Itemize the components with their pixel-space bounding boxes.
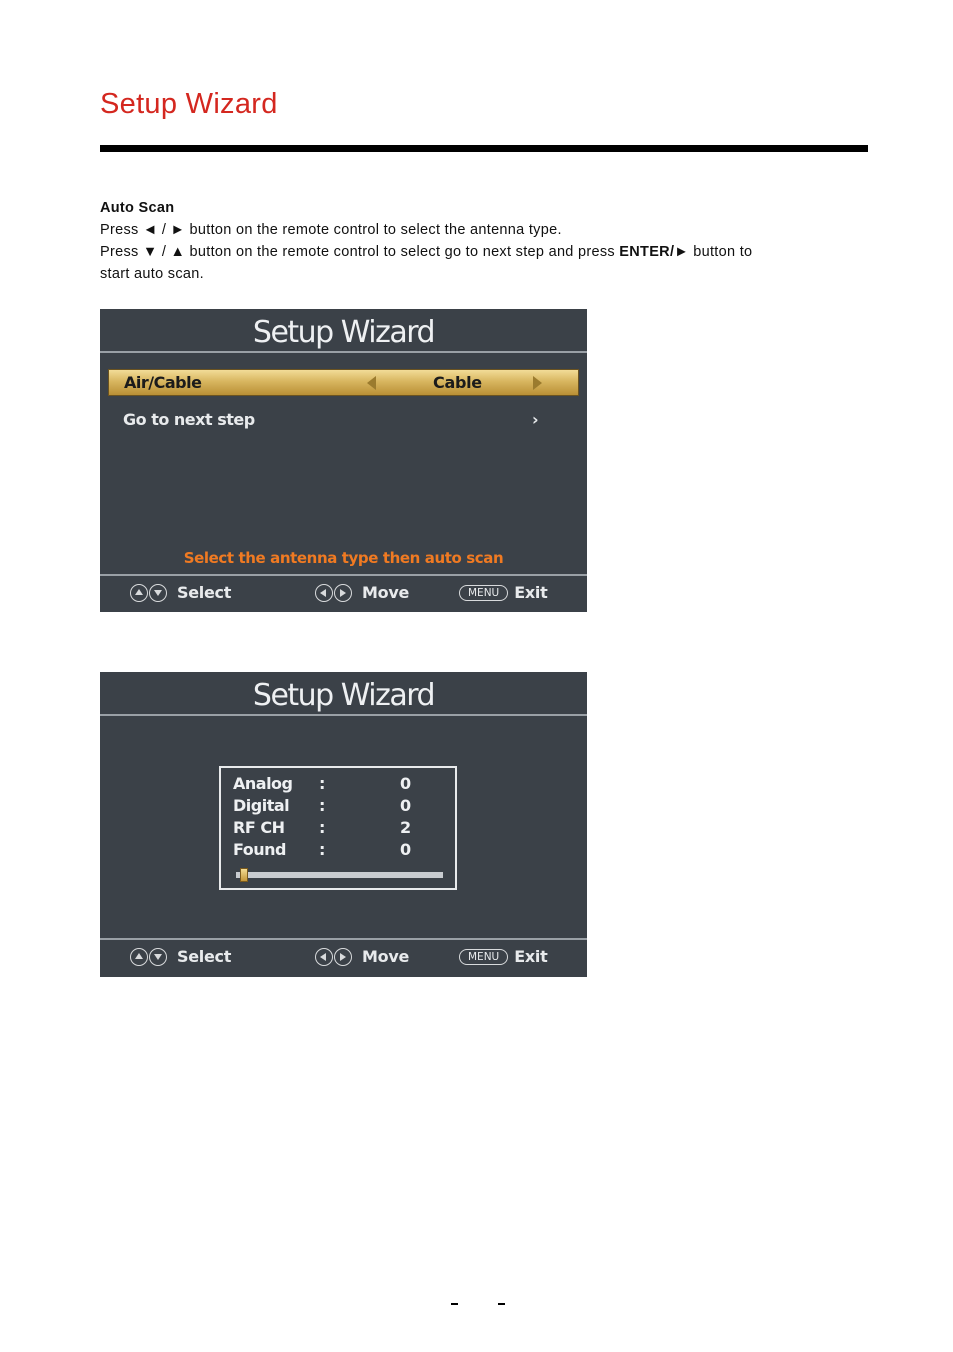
- scan-progress-bar: [236, 872, 443, 878]
- footer-divider: [100, 938, 587, 940]
- scan-key: Digital: [233, 796, 290, 815]
- menu-key-icon: MENU: [459, 949, 508, 965]
- title-divider: [100, 351, 587, 353]
- scan-row-digital: [233, 796, 433, 818]
- page-mark-left: [451, 1303, 458, 1305]
- air-cable-label: Air/Cable: [124, 373, 202, 392]
- arrow-left-icon[interactable]: [367, 376, 376, 390]
- scan-key: Found: [233, 840, 287, 859]
- chevron-right-icon: ›: [532, 410, 539, 429]
- exit-label: Exit: [514, 947, 548, 966]
- next-step-label: Go to next step: [123, 410, 255, 429]
- hint-text: Select the antenna type then auto scan: [183, 549, 504, 567]
- scan-sep: :: [319, 818, 325, 837]
- air-cable-value: Cable: [433, 373, 482, 392]
- select-label: Select: [177, 947, 232, 966]
- right-arrow-icon: [334, 948, 352, 966]
- scan-row-rf-ch: [233, 818, 433, 840]
- scan-sep: :: [319, 840, 325, 859]
- arrow-right-icon[interactable]: [533, 376, 542, 390]
- select-label: Select: [177, 583, 232, 602]
- down-arrow-icon: [149, 948, 167, 966]
- up-arrow-icon: [130, 948, 148, 966]
- instruction-line-2-text: Press ▼ / ▲ button on the remote control to select go to next step and press: [100, 244, 620, 260]
- scan-value: 0: [400, 774, 411, 793]
- setup-wizard-screen-scan: [100, 672, 587, 977]
- page-mark-right: [498, 1303, 505, 1305]
- scan-sep: :: [319, 774, 325, 793]
- title-rule: [100, 145, 868, 152]
- title-divider: [100, 714, 587, 716]
- exit-label: Exit: [514, 583, 548, 602]
- instruction-line-1: Press ◄ / ► button on the remote control to select the antenna type.: [100, 222, 562, 238]
- footer-move: [315, 947, 409, 966]
- left-arrow-icon: [315, 948, 333, 966]
- footer-move: [315, 583, 409, 602]
- instruction-line-3: start auto scan.: [100, 266, 204, 282]
- footer-exit: [459, 583, 547, 602]
- scan-row-found: [233, 840, 433, 862]
- air-cable-row[interactable]: [108, 369, 579, 396]
- enter-key-label: ENTER/►: [619, 244, 689, 260]
- move-label: Move: [362, 947, 409, 966]
- down-arrow-icon: [149, 584, 167, 602]
- page-title: Setup Wizard: [100, 88, 278, 120]
- instructions: [100, 197, 860, 285]
- scan-value: 0: [400, 796, 411, 815]
- scan-sep: :: [319, 796, 325, 815]
- left-arrow-icon: [315, 584, 333, 602]
- right-arrow-icon: [334, 584, 352, 602]
- scan-row-analog: [233, 774, 433, 796]
- instruction-line-2: [100, 241, 860, 263]
- scan-value: 2: [400, 818, 411, 837]
- osd-title: Setup Wizard: [252, 678, 435, 713]
- progress-thumb: [240, 868, 248, 882]
- scan-status-box: [219, 766, 457, 890]
- scan-key: RF CH: [233, 818, 285, 837]
- footer-select: [130, 583, 231, 602]
- footer-divider: [100, 574, 587, 576]
- osd-title: Setup Wizard: [252, 315, 435, 350]
- instruction-line-2-end: button to: [688, 244, 753, 260]
- footer-select: [130, 947, 231, 966]
- scan-key: Analog: [233, 774, 293, 793]
- section-heading: Auto Scan: [100, 200, 175, 216]
- setup-wizard-screen-antenna: [100, 309, 587, 612]
- up-arrow-icon: [130, 584, 148, 602]
- scan-value: 0: [400, 840, 411, 859]
- move-label: Move: [362, 583, 409, 602]
- menu-key-icon: MENU: [459, 585, 508, 601]
- footer-exit: [459, 947, 547, 966]
- go-to-next-step-row[interactable]: [108, 407, 579, 434]
